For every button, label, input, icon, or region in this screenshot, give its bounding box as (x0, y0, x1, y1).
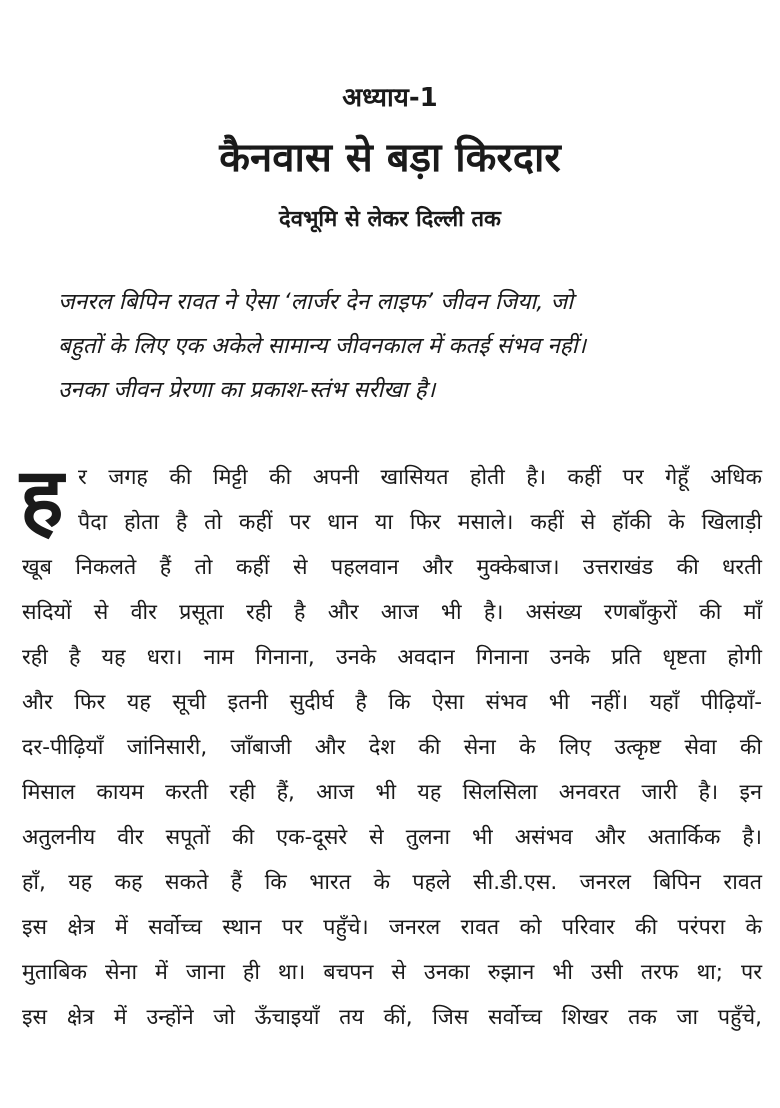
body-line: पैदा होता है तो कहीं पर धान या फिर मसाले। कहीं से हॉकी के खिलाड़ी (78, 510, 762, 535)
body-line: दर-पीढ़ियाँ जांनिसारी, जाँबाजी और देश की सेना के लिए उत्कृष्ट सेवा की (22, 735, 762, 760)
body-line: खूब निकलते हैं तो कहीं से पहलवान और मुक्केबाज। उत्तराखंड की धरती (22, 555, 762, 580)
chapter-number: अध्याय-1 (342, 83, 438, 113)
epigraph (58, 280, 738, 412)
body-line: रही है यह धरा। नाम गिनाना, उनके अवदान गिनाना उनके प्रति धृष्टता होगी (22, 645, 762, 670)
body-line: मुताबिक सेना में जाना ही था। बचपन से उनका रुझान भी उसी तरफ था; पर (22, 960, 762, 985)
body-line: इस क्षेत्र में सर्वोच्च स्थान पर पहुँचे। जनरल रावत को परिवार की परंपरा के (22, 915, 762, 940)
body-line: मिसाल कायम करती रही हैं, आज भी यह सिलसिला अनवरत जारी है। इन (22, 780, 762, 805)
epigraph-line: बहुतों के लिए एक अकेले सामान्य जीवनकाल में कतई संभव नहीं। (58, 333, 587, 359)
body-paragraph (20, 451, 762, 1040)
body-line: हाँ, यह कह सकते हैं कि भारत के पहले सी.डी.एस. जनरल बिपिन रावत (22, 870, 762, 895)
chapter-title: कैनवास से बड़ा किरदार (219, 135, 561, 181)
body-line: और फिर यह सूची इतनी सुदीर्घ है कि ऐसा संभव भी नहीं। यहाँ पीढ़ियाँ- (22, 690, 762, 715)
body-line: अतुलनीय वीर सपूतों की एक-दूसरे से तुलना भी असंभव और अतार्किक है। (22, 825, 762, 850)
body-line: इस क्षेत्र में उन्होंने जो ऊँचाइयाँ तय कीं, जिस सर्वोच्च शिखर तक जा पहुँचे, (22, 1005, 762, 1030)
body-line: र जगह की मिट्टी की अपनी खासियत होती है। कहीं पर गेहूँ अधिक (78, 465, 762, 490)
drop-cap: ह (20, 451, 64, 546)
epigraph-line: उनका जीवन प्रेरणा का प्रकाश-स्तंभ सरीखा है। (58, 377, 436, 403)
epigraph-line: जनरल बिपिन रावत ने ऐसा ‘लार्जर देन लाइफ’ जीवन जिया, जो (58, 289, 574, 315)
chapter-subtitle: देवभूमि से लेकर दिल्ली तक (279, 207, 501, 232)
body-line: सदियों से वीर प्रसूता रही है और आज भी है। असंख्य रणबाँकुरों की माँ (22, 600, 762, 625)
